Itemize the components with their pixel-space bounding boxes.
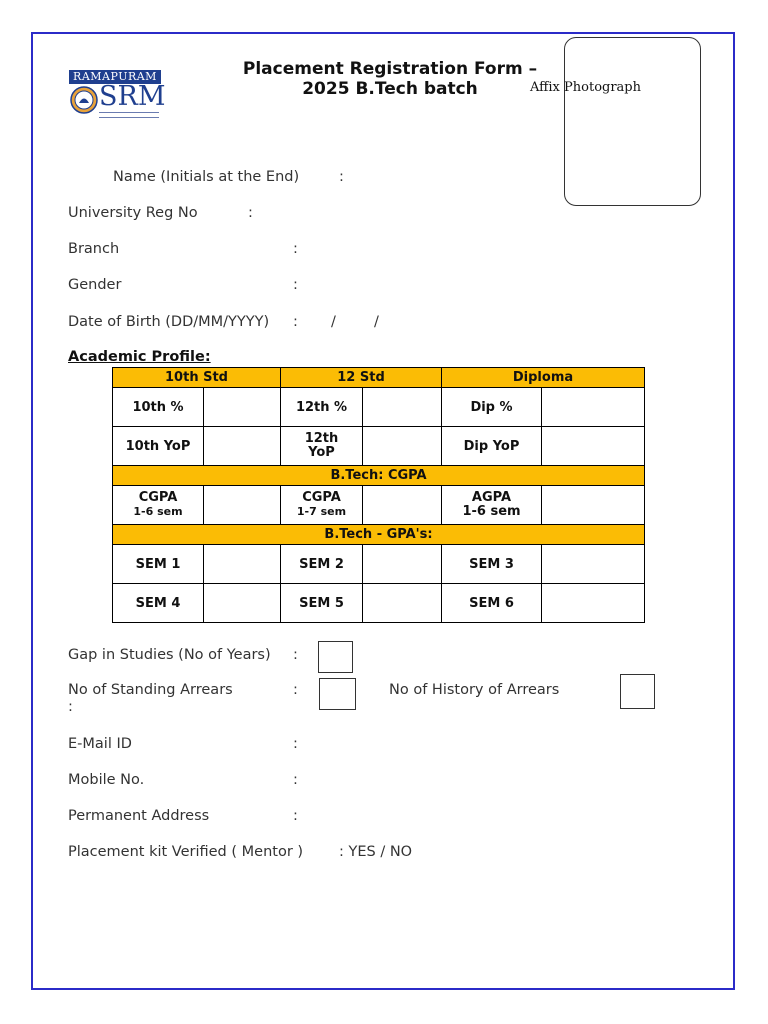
cell-label: 12th %	[281, 388, 363, 427]
cell-10th-yop[interactable]	[204, 427, 281, 466]
cell-label: SEM 5	[281, 584, 363, 623]
cell-sem6[interactable]	[542, 584, 645, 623]
cell-sem5[interactable]	[363, 584, 442, 623]
cell-12th-percent[interactable]	[363, 388, 442, 427]
standing-arrears-colon-wrap: :	[68, 699, 73, 715]
gender-label: Gender	[68, 277, 122, 293]
cgpa-label-main: CGPA	[138, 490, 178, 505]
header-diploma: Diploma	[442, 368, 645, 388]
cgpa-header: B.Tech: CGPA	[113, 466, 645, 486]
academic-profile-heading: Academic Profile:	[68, 349, 211, 365]
cgpa-header-row	[113, 466, 645, 486]
logo-srm-text: SRM	[99, 81, 166, 112]
cell-label: SEM 2	[281, 545, 363, 584]
name-colon: :	[339, 169, 344, 185]
address-colon: :	[293, 808, 298, 824]
mobile-label: Mobile No.	[68, 772, 145, 788]
header-12th-std: 12 Std	[281, 368, 442, 388]
cell-10th-percent[interactable]	[204, 388, 281, 427]
agpa-label-sub: 1-6 sem	[462, 504, 521, 519]
standing-arrears-label: No of Standing Arrears	[68, 682, 233, 698]
cell-sem1[interactable]	[204, 545, 281, 584]
cell-label: Dip %	[442, 388, 542, 427]
cell-label: 10th YoP	[113, 427, 204, 466]
gap-colon: :	[293, 647, 298, 663]
form-title-line2: 2025 B.Tech batch	[302, 79, 478, 99]
cell-label: SEM 6	[442, 584, 542, 623]
standing-arrears-input-box[interactable]	[319, 678, 356, 710]
photo-label: Affix Photograph	[530, 80, 641, 95]
photo-box[interactable]	[564, 37, 701, 206]
branch-label: Branch	[68, 241, 120, 257]
table-row	[113, 545, 645, 584]
table-row	[113, 388, 645, 427]
gap-input-box[interactable]	[318, 641, 353, 673]
cell-sem4[interactable]	[204, 584, 281, 623]
cell-dip-percent[interactable]	[542, 388, 645, 427]
history-arrears-label: No of History of Arrears	[389, 682, 560, 698]
gpa-header: B.Tech - GPA's:	[113, 525, 645, 545]
table-row	[113, 486, 645, 525]
email-colon: :	[293, 736, 298, 752]
cell-label	[113, 486, 204, 525]
dob-separator-2: /	[374, 314, 379, 330]
form-title	[220, 59, 560, 99]
cell-label: SEM 3	[442, 545, 542, 584]
cell-label: 12th YoP	[281, 427, 363, 466]
cell-label: Dip YoP	[442, 427, 542, 466]
branch-colon: :	[293, 241, 298, 257]
cell-cgpa-1-7[interactable]	[363, 486, 442, 525]
kit-verified-value: : YES / NO	[339, 844, 413, 860]
cell-dip-yop[interactable]	[542, 427, 645, 466]
cell-agpa-1-6[interactable]	[542, 486, 645, 525]
dob-separator-1: /	[331, 314, 336, 330]
cell-label: SEM 4	[113, 584, 204, 623]
cell-label	[281, 486, 363, 525]
logo-top-text: RAMAPURAM	[69, 70, 161, 84]
academic-table	[112, 367, 645, 623]
mobile-colon: :	[293, 772, 298, 788]
cell-label	[442, 486, 542, 525]
address-label: Permanent Address	[68, 808, 210, 824]
cgpa-label-main: CGPA	[302, 490, 341, 505]
cell-sem3[interactable]	[542, 545, 645, 584]
cgpa-label-sub: 1-7 sem	[296, 505, 347, 518]
gap-label: Gap in Studies (No of Years)	[68, 647, 271, 663]
cell-label: 10th %	[113, 388, 204, 427]
dob-colon: :	[293, 314, 298, 330]
table-row	[113, 427, 645, 466]
gender-colon: :	[293, 277, 298, 293]
cell-sem2[interactable]	[363, 545, 442, 584]
logo-underline	[99, 112, 159, 118]
name-label: Name (Initials at the End)	[113, 169, 300, 185]
kit-verified-label: Placement kit Verified ( Mentor )	[68, 844, 304, 860]
table-row	[113, 584, 645, 623]
logo-emblem-icon	[70, 86, 98, 114]
form-title-line1: Placement Registration Form –	[242, 59, 538, 79]
cell-12th-yop[interactable]	[363, 427, 442, 466]
reg-no-colon: :	[248, 205, 253, 221]
agpa-label-main: AGPA	[471, 490, 512, 505]
header-10th-std: 10th Std	[113, 368, 281, 388]
standing-arrears-colon: :	[293, 682, 298, 698]
reg-no-label: University Reg No	[68, 205, 198, 221]
cell-label: SEM 1	[113, 545, 204, 584]
college-logo	[69, 70, 166, 118]
dob-label: Date of Birth (DD/MM/YYYY)	[68, 314, 270, 330]
cell-cgpa-1-6[interactable]	[204, 486, 281, 525]
cgpa-label-sub: 1-6 sem	[133, 505, 183, 518]
history-arrears-input-box[interactable]	[620, 674, 655, 709]
gpa-header-row	[113, 525, 645, 545]
email-label: E-Mail ID	[68, 736, 132, 752]
table-header-row	[113, 368, 645, 388]
